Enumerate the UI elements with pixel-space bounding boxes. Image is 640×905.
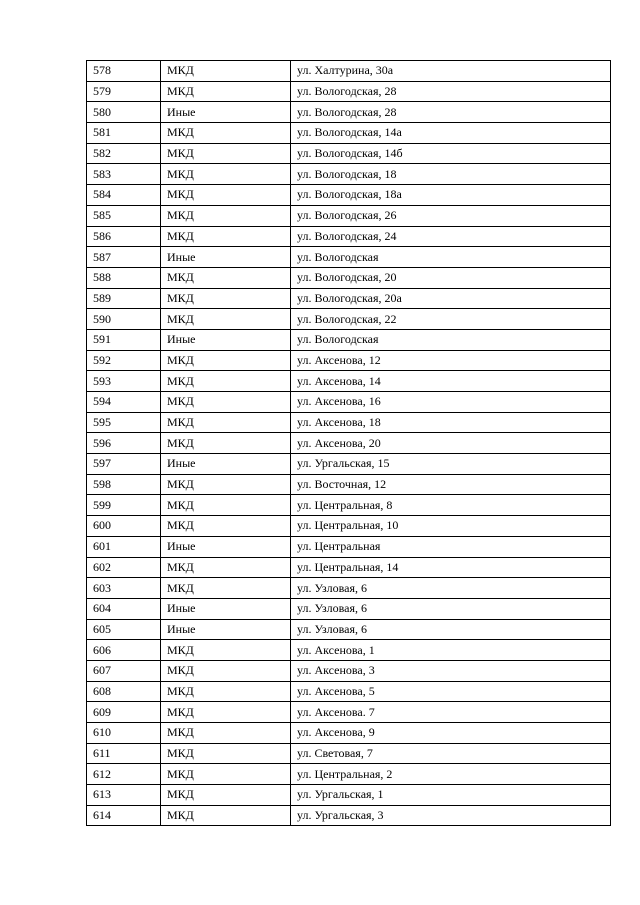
object-type-cell: Иные (161, 247, 291, 268)
row-number-cell: 598 (87, 474, 161, 495)
object-type-cell: Иные (161, 102, 291, 123)
table-row (87, 412, 611, 433)
object-type-cell: МКД (161, 474, 291, 495)
row-number-cell: 591 (87, 329, 161, 350)
object-type-cell: МКД (161, 785, 291, 806)
object-type-cell: МКД (161, 185, 291, 206)
object-type-cell: МКД (161, 143, 291, 164)
table-row (87, 143, 611, 164)
table-row (87, 164, 611, 185)
row-number-cell: 588 (87, 267, 161, 288)
table-row (87, 764, 611, 785)
row-number-cell: 586 (87, 226, 161, 247)
object-type-cell: МКД (161, 164, 291, 185)
row-number-cell: 605 (87, 619, 161, 640)
table-row (87, 598, 611, 619)
row-number-cell: 599 (87, 495, 161, 516)
table-row (87, 557, 611, 578)
object-type-cell: МКД (161, 350, 291, 371)
table-row (87, 640, 611, 661)
row-number-cell: 584 (87, 185, 161, 206)
table-row (87, 350, 611, 371)
object-type-cell: МКД (161, 433, 291, 454)
address-cell: ул. Вологодская, 26 (291, 205, 611, 226)
row-number-cell: 613 (87, 785, 161, 806)
row-number-cell: 581 (87, 123, 161, 144)
row-number-cell: 601 (87, 536, 161, 557)
table-row (87, 102, 611, 123)
table-row (87, 392, 611, 413)
row-number-cell: 594 (87, 392, 161, 413)
address-cell: ул. Центральная, 8 (291, 495, 611, 516)
address-cell: ул. Аксенова, 12 (291, 350, 611, 371)
address-cell: ул. Вологодская, 18 (291, 164, 611, 185)
object-type-cell: МКД (161, 640, 291, 661)
table-row (87, 723, 611, 744)
object-type-cell: МКД (161, 495, 291, 516)
address-cell: ул. Центральная, 2 (291, 764, 611, 785)
object-type-cell: Иные (161, 598, 291, 619)
table-row (87, 536, 611, 557)
address-cell: ул. Вологодская, 14а (291, 123, 611, 144)
object-type-cell: МКД (161, 205, 291, 226)
address-cell: ул. Вологодская, 22 (291, 309, 611, 330)
table-row (87, 495, 611, 516)
address-cell: ул. Узловая, 6 (291, 578, 611, 599)
row-number-cell: 600 (87, 516, 161, 537)
table-row (87, 681, 611, 702)
row-number-cell: 606 (87, 640, 161, 661)
row-number-cell: 602 (87, 557, 161, 578)
address-cell: ул. Вологодская, 18а (291, 185, 611, 206)
address-cell: ул. Аксенова, 18 (291, 412, 611, 433)
object-type-cell: Иные (161, 329, 291, 350)
object-type-cell: МКД (161, 267, 291, 288)
object-type-cell: МКД (161, 226, 291, 247)
address-cell: ул. Вологодская (291, 247, 611, 268)
table-row (87, 454, 611, 475)
object-type-cell: МКД (161, 743, 291, 764)
address-cell: ул. Аксенова, 5 (291, 681, 611, 702)
address-cell: ул. Халтурина, 30а (291, 61, 611, 82)
object-type-cell: МКД (161, 723, 291, 744)
row-number-cell: 596 (87, 433, 161, 454)
object-type-cell: Иные (161, 619, 291, 640)
table-row (87, 205, 611, 226)
address-table-body (87, 61, 611, 826)
row-number-cell: 609 (87, 702, 161, 723)
object-type-cell: МКД (161, 681, 291, 702)
address-cell: ул. Центральная, 10 (291, 516, 611, 537)
address-cell: ул. Световая, 7 (291, 743, 611, 764)
object-type-cell: МКД (161, 412, 291, 433)
address-cell: ул. Центральная (291, 536, 611, 557)
row-number-cell: 578 (87, 61, 161, 82)
address-cell: ул. Аксенова, 9 (291, 723, 611, 744)
address-cell: ул. Вологодская, 24 (291, 226, 611, 247)
table-row (87, 619, 611, 640)
address-cell: ул. Аксенова, 1 (291, 640, 611, 661)
object-type-cell: МКД (161, 516, 291, 537)
row-number-cell: 583 (87, 164, 161, 185)
row-number-cell: 607 (87, 660, 161, 681)
row-number-cell: 612 (87, 764, 161, 785)
address-cell: ул. Вологодская, 28 (291, 102, 611, 123)
table-row (87, 785, 611, 806)
table-row (87, 185, 611, 206)
object-type-cell: МКД (161, 578, 291, 599)
table-row (87, 516, 611, 537)
address-table (86, 60, 611, 826)
address-cell: ул. Узловая, 6 (291, 619, 611, 640)
table-row (87, 578, 611, 599)
address-cell: ул. Аксенова, 16 (291, 392, 611, 413)
object-type-cell: МКД (161, 288, 291, 309)
row-number-cell: 595 (87, 412, 161, 433)
table-row (87, 309, 611, 330)
row-number-cell: 593 (87, 371, 161, 392)
table-row (87, 81, 611, 102)
table-row (87, 371, 611, 392)
object-type-cell: МКД (161, 764, 291, 785)
table-row (87, 805, 611, 826)
object-type-cell: МКД (161, 805, 291, 826)
row-number-cell: 597 (87, 454, 161, 475)
object-type-cell: МКД (161, 81, 291, 102)
table-row (87, 660, 611, 681)
table-row (87, 123, 611, 144)
row-number-cell: 614 (87, 805, 161, 826)
row-number-cell: 590 (87, 309, 161, 330)
address-cell: ул. Вологодская, 20а (291, 288, 611, 309)
table-row (87, 288, 611, 309)
table-row (87, 702, 611, 723)
row-number-cell: 582 (87, 143, 161, 164)
object-type-cell: МКД (161, 123, 291, 144)
row-number-cell: 611 (87, 743, 161, 764)
address-cell: ул. Ургальская, 15 (291, 454, 611, 475)
object-type-cell: МКД (161, 309, 291, 330)
object-type-cell: МКД (161, 660, 291, 681)
table-row (87, 433, 611, 454)
table-row (87, 247, 611, 268)
object-type-cell: Иные (161, 536, 291, 557)
object-type-cell: МКД (161, 61, 291, 82)
row-number-cell: 589 (87, 288, 161, 309)
row-number-cell: 580 (87, 102, 161, 123)
object-type-cell: Иные (161, 454, 291, 475)
object-type-cell: МКД (161, 392, 291, 413)
address-cell: ул. Аксенова, 3 (291, 660, 611, 681)
table-row (87, 329, 611, 350)
address-cell: ул. Аксенова, 14 (291, 371, 611, 392)
address-cell: ул. Восточная, 12 (291, 474, 611, 495)
table-row (87, 474, 611, 495)
table-row (87, 267, 611, 288)
address-cell: ул. Аксенова. 7 (291, 702, 611, 723)
address-cell: ул. Вологодская, 28 (291, 81, 611, 102)
row-number-cell: 587 (87, 247, 161, 268)
address-cell: ул. Вологодская (291, 329, 611, 350)
address-cell: ул. Вологодская, 14б (291, 143, 611, 164)
table-row (87, 226, 611, 247)
row-number-cell: 603 (87, 578, 161, 599)
address-cell: ул. Аксенова, 20 (291, 433, 611, 454)
object-type-cell: МКД (161, 557, 291, 578)
address-cell: ул. Вологодская, 20 (291, 267, 611, 288)
row-number-cell: 592 (87, 350, 161, 371)
table-row (87, 61, 611, 82)
row-number-cell: 579 (87, 81, 161, 102)
row-number-cell: 610 (87, 723, 161, 744)
row-number-cell: 608 (87, 681, 161, 702)
address-cell: ул. Узловая, 6 (291, 598, 611, 619)
address-cell: ул. Центральная, 14 (291, 557, 611, 578)
row-number-cell: 604 (87, 598, 161, 619)
object-type-cell: МКД (161, 702, 291, 723)
row-number-cell: 585 (87, 205, 161, 226)
object-type-cell: МКД (161, 371, 291, 392)
table-row (87, 743, 611, 764)
address-cell: ул. Ургальская, 3 (291, 805, 611, 826)
address-cell: ул. Ургальская, 1 (291, 785, 611, 806)
